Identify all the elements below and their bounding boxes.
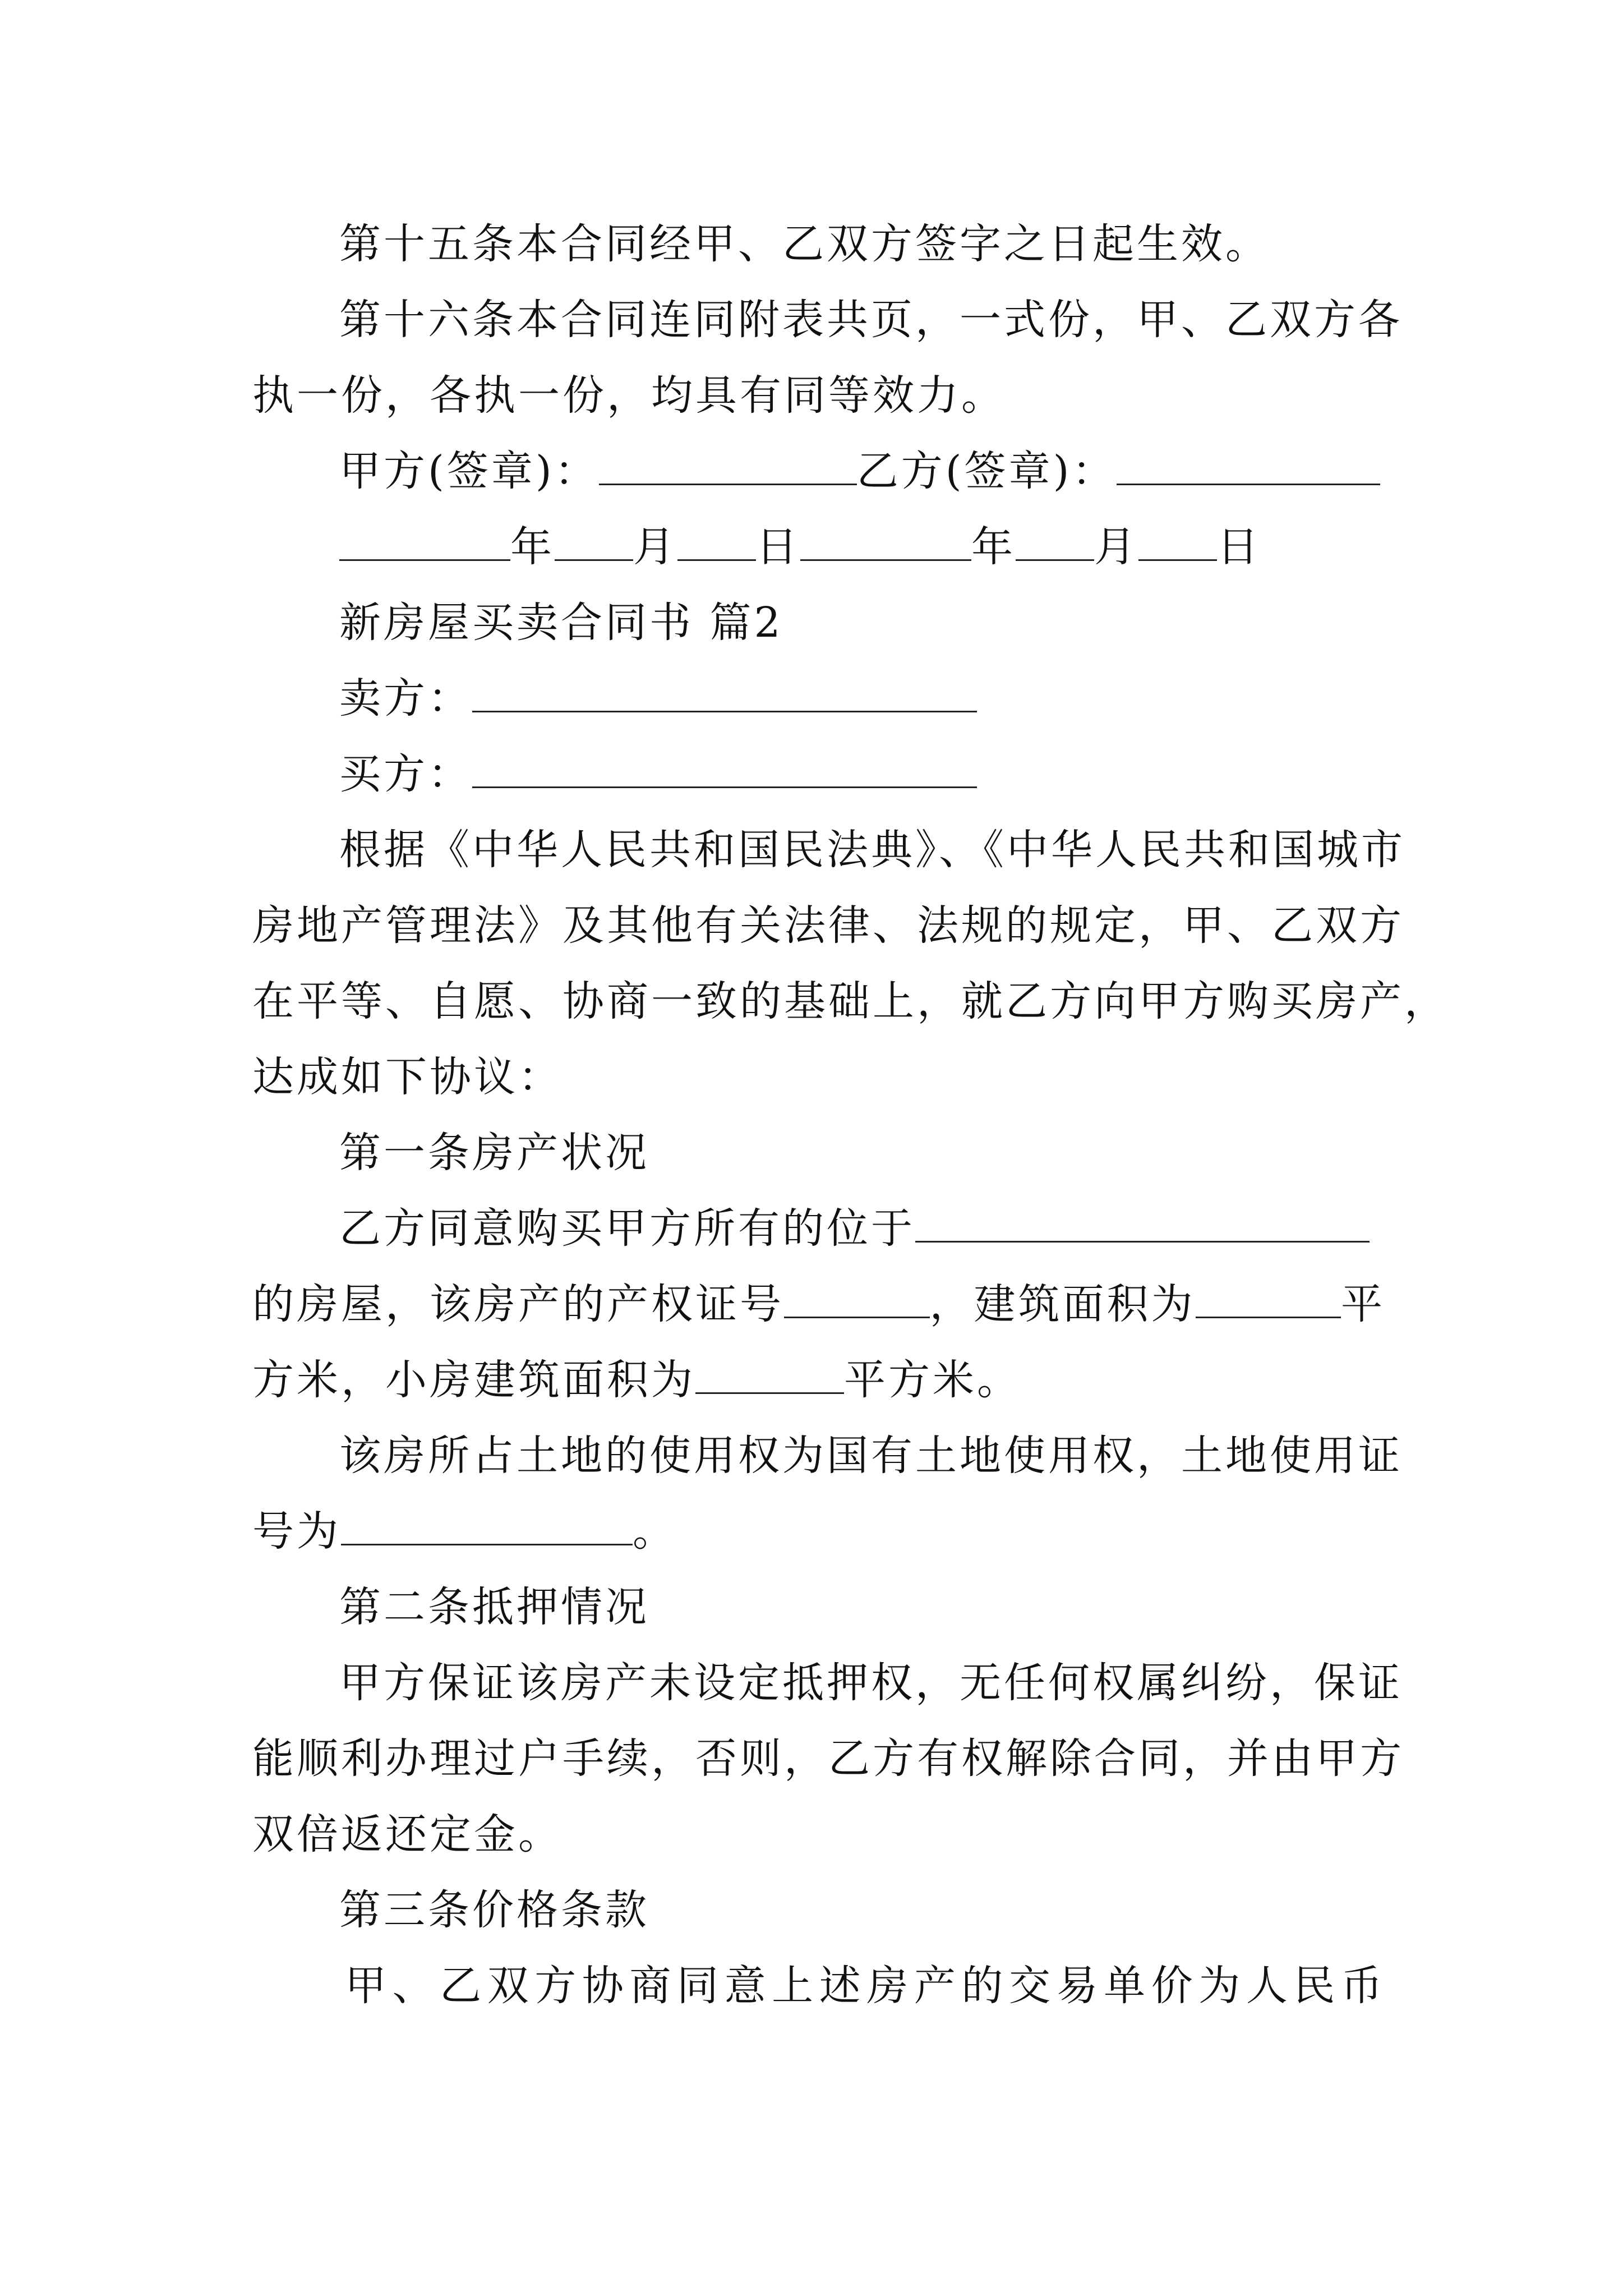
location-blank bbox=[915, 1202, 1370, 1243]
clause-16-line2: 执一份，各执一份，均具有同等效力。 bbox=[252, 371, 1006, 420]
article1-line4: 该房所占土地的使用权为国有土地使用权，土地使用证 bbox=[339, 1432, 1403, 1480]
intro-line2: 房地产管理法》及其他有关法律、法规的规定，甲、乙双方 bbox=[252, 901, 1404, 950]
article1-line2-b: ，建筑面积为 bbox=[929, 1280, 1196, 1328]
buyer-blank bbox=[472, 747, 977, 788]
date-line bbox=[339, 519, 1385, 575]
party-a-blank bbox=[599, 444, 857, 485]
area-blank bbox=[1196, 1277, 1341, 1318]
party-b-blank bbox=[1117, 444, 1380, 485]
buyer-label: 买方： bbox=[339, 750, 472, 798]
article1-line5-b: 。 bbox=[633, 1507, 677, 1556]
year-blank-a bbox=[339, 520, 510, 561]
clause-16-line1: 第十六条本合同连同附表共页，一式份，甲、乙双方各 bbox=[339, 296, 1403, 344]
year-blank-b bbox=[800, 520, 971, 561]
land-cert-blank bbox=[341, 1504, 633, 1545]
year-b: 年 bbox=[971, 523, 1016, 571]
section-title: 新房屋买卖合同书 篇2 bbox=[339, 599, 783, 647]
certificate-no-blank bbox=[784, 1277, 930, 1318]
article1-title: 第一条房产状况 bbox=[339, 1129, 649, 1177]
signature-line bbox=[339, 443, 1385, 499]
article2-line2: 能顺利办理过户手续，否则，乙方有权解除合同，并由甲方 bbox=[252, 1734, 1404, 1783]
article1-line5-a: 号为 bbox=[252, 1507, 341, 1556]
article1-line3-a: 方米，小房建筑面积为 bbox=[252, 1356, 695, 1404]
seller-line bbox=[339, 670, 1385, 726]
month-blank-a bbox=[555, 520, 633, 561]
intro-line4: 达成如下协议： bbox=[252, 1053, 562, 1101]
year-a: 年 bbox=[510, 523, 555, 571]
intro-line1: 根据《中华人民共和国民法典》、《中华人民共和国城市 bbox=[339, 826, 1405, 874]
article2-title: 第二条抵押情况 bbox=[339, 1583, 649, 1631]
buyer-line bbox=[339, 746, 1385, 802]
article3-title: 第三条价格条款 bbox=[339, 1886, 649, 1934]
day-blank-b bbox=[1138, 520, 1217, 561]
article1-line1-text: 乙方同意购买甲方所有的位于 bbox=[339, 1204, 915, 1253]
seller-label: 卖方： bbox=[339, 674, 472, 723]
party-b-label: 乙方(签章)： bbox=[856, 447, 1117, 495]
day-blank-a bbox=[677, 520, 756, 561]
article1-line1 bbox=[339, 1200, 1385, 1257]
article1-line2 bbox=[252, 1276, 1385, 1332]
month-b: 月 bbox=[1094, 523, 1138, 571]
small-area-blank bbox=[695, 1353, 844, 1394]
article3-line1: 甲、乙双方协商同意上述房产的交易单价为人民币 bbox=[345, 1962, 1385, 2010]
day-a: 日 bbox=[756, 523, 800, 571]
article1-line3 bbox=[252, 1352, 1385, 1408]
article1-line5 bbox=[252, 1503, 1385, 1559]
month-a: 月 bbox=[633, 523, 677, 571]
article2-line3: 双倍返还定金。 bbox=[252, 1810, 562, 1858]
intro-line3: 在平等、自愿、协商一致的基础上，就乙方向甲方购买房产， bbox=[252, 977, 1449, 1025]
day-b: 日 bbox=[1217, 523, 1261, 571]
clause-15: 第十五条本合同经甲、乙双方签字之日起生效。 bbox=[339, 220, 1270, 268]
article1-line3-b: 平方米。 bbox=[844, 1356, 1021, 1404]
party-a-label: 甲方(签章)： bbox=[339, 447, 599, 495]
month-blank-b bbox=[1016, 520, 1094, 561]
article1-line2-c: 平 bbox=[1341, 1280, 1385, 1328]
seller-blank bbox=[472, 671, 977, 712]
article2-line1: 甲方保证该房产未设定抵押权，无任何权属纠纷，保证 bbox=[339, 1659, 1403, 1707]
article1-line2-a: 的房屋，该房产的产权证号 bbox=[252, 1280, 784, 1328]
